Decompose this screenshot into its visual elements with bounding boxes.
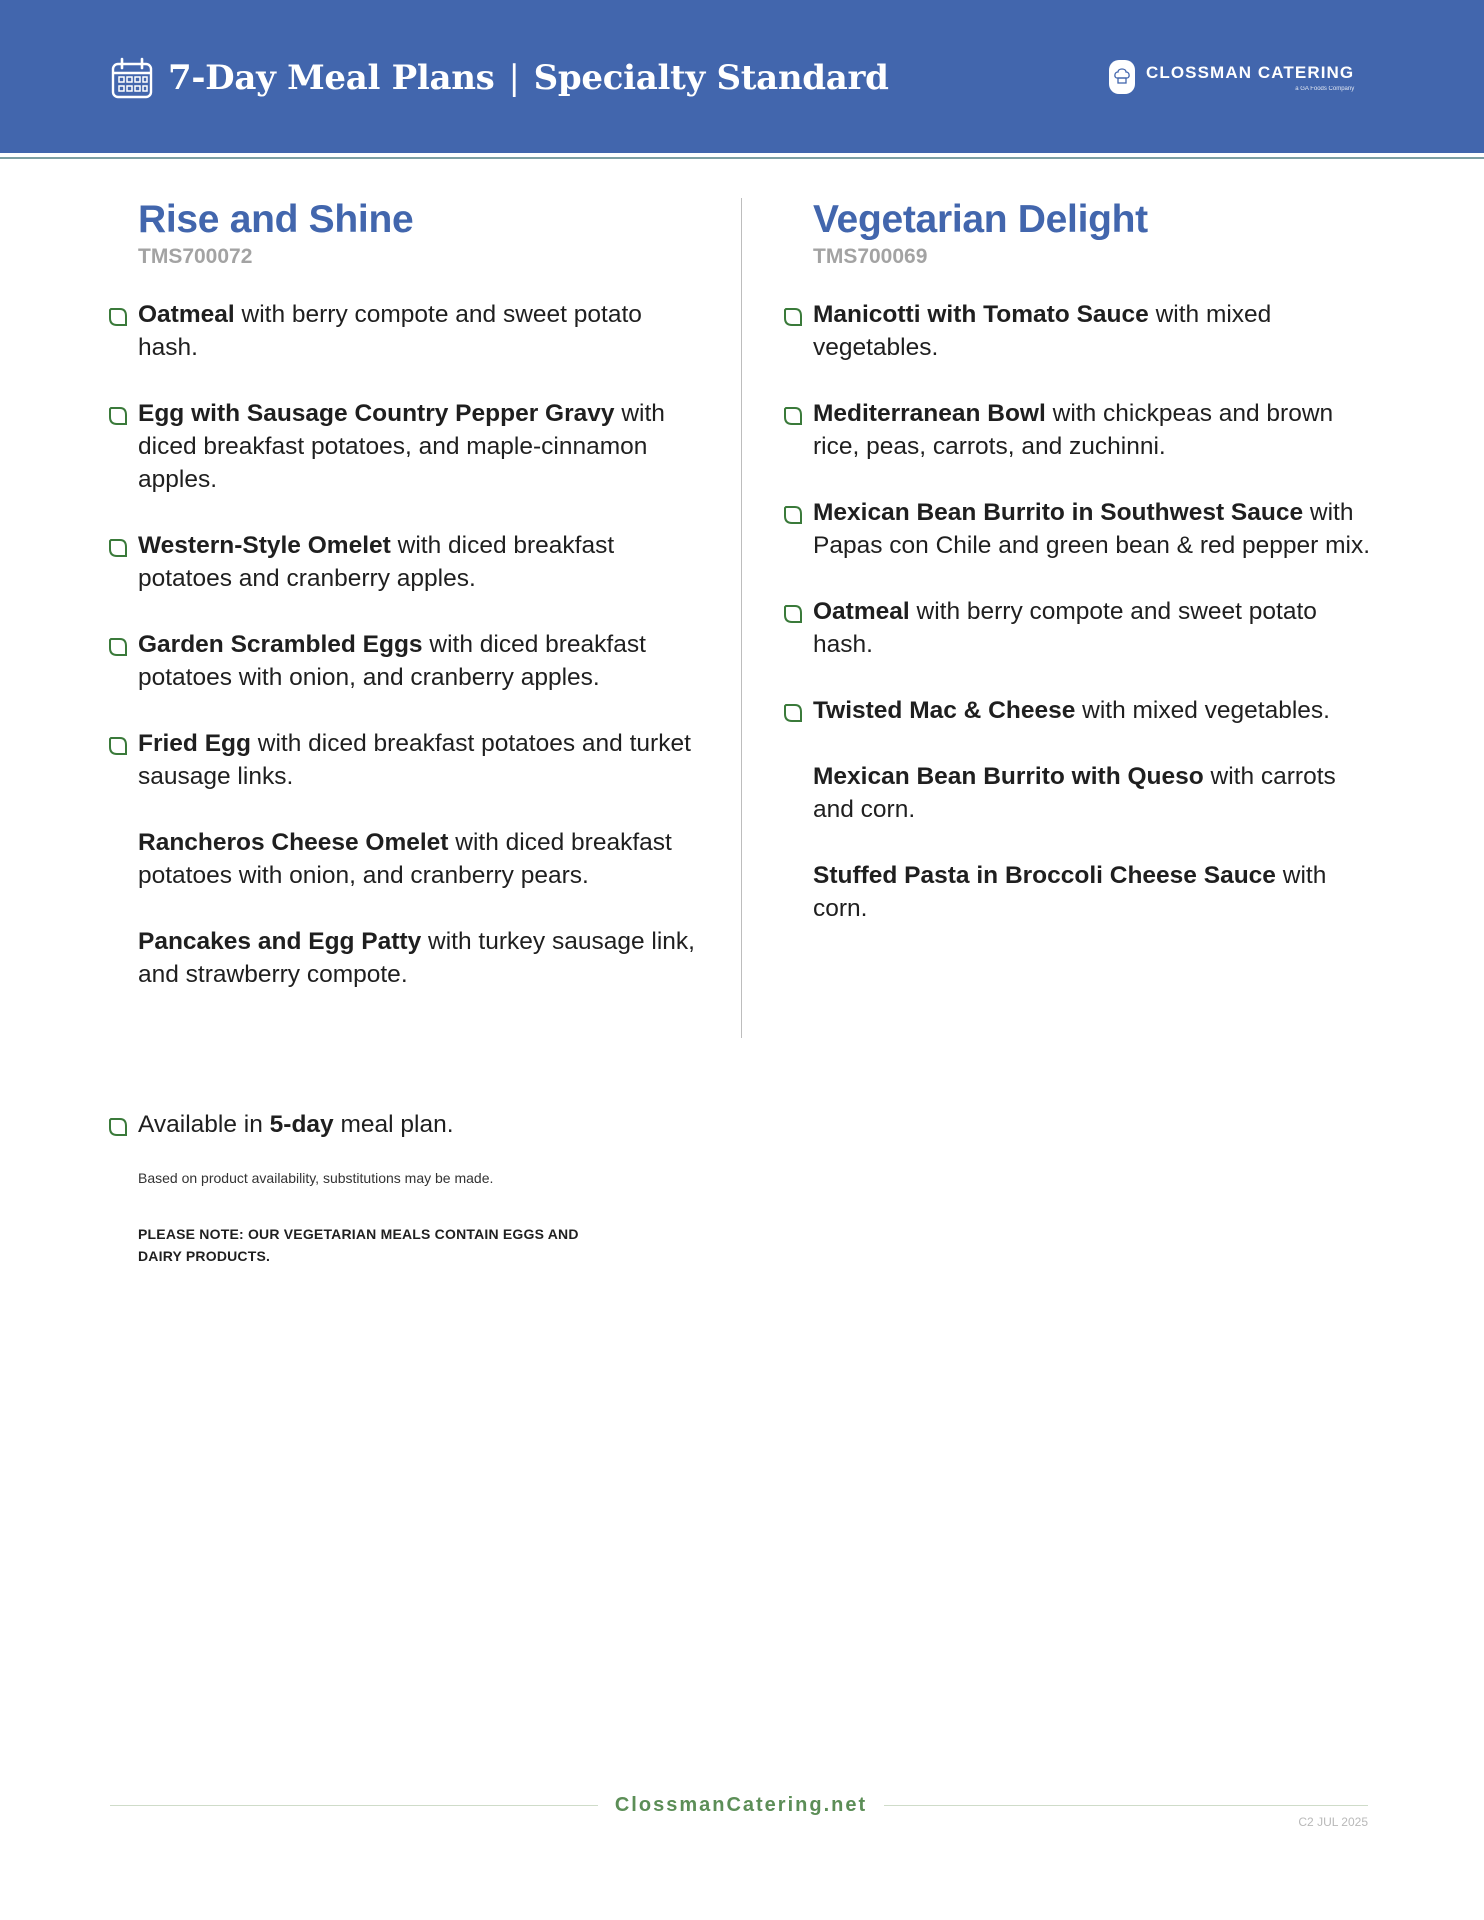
calendar-icon xyxy=(110,56,154,100)
meal-description: with diced breakfast potatoes and turket sausage links. xyxy=(138,730,691,790)
meal-item xyxy=(783,859,1373,925)
footer-rule-right xyxy=(884,1805,1368,1806)
title-sub: Specialty Standard xyxy=(533,58,889,98)
meal-description: with diced breakfast potatoes with onion, and cranberry pears. xyxy=(138,829,672,889)
meal-item xyxy=(783,595,1373,661)
meal-item xyxy=(108,298,698,364)
meal-name: Oatmeal xyxy=(138,301,235,328)
plan-title: Vegetarian Delight xyxy=(813,198,1148,241)
leaf-bullet-icon xyxy=(108,406,128,426)
meal-item xyxy=(108,925,698,991)
meal-item xyxy=(108,529,698,595)
meal-description: with diced breakfast potatoes and cranberry apples. xyxy=(138,532,615,592)
meal-description: with diced breakfast potatoes with onion, and cranberry apples. xyxy=(138,631,646,691)
leaf-bullet-icon xyxy=(108,736,128,756)
header-divider xyxy=(0,157,1484,159)
footer-website-link[interactable]: ClossmanCatering.net xyxy=(614,1794,868,1816)
meal-description: with mixed vegetables. xyxy=(813,301,1272,361)
meal-name: Egg with Sausage Country Pepper Gravy xyxy=(138,400,615,427)
logo-tagline: a GA Foods Company xyxy=(1295,85,1355,92)
meal-item xyxy=(783,298,1373,364)
meal-description: with diced breakfast potatoes, and maple-cinnamon apples. xyxy=(138,400,665,493)
substitution-note: Based on product availability, substitutions may be made. xyxy=(138,1170,494,1186)
meal-list xyxy=(108,298,698,991)
meal-name: Garden Scrambled Eggs xyxy=(138,631,423,658)
chef-hat-icon xyxy=(1108,57,1136,97)
meal-description: with berry compote and sweet potato hash. xyxy=(138,301,642,361)
meal-item xyxy=(783,496,1373,562)
meal-description: with corn. xyxy=(813,862,1327,922)
meal-name: Oatmeal xyxy=(813,598,910,625)
meal-name: Fried Egg xyxy=(138,730,251,757)
meal-item xyxy=(108,397,698,496)
meal-description: with turkey sausage link, and strawberry compote. xyxy=(138,928,695,988)
meal-name: Mexican Bean Burrito with Queso xyxy=(813,763,1204,790)
leaf-bullet-icon xyxy=(108,637,128,657)
meal-name: Rancheros Cheese Omelet xyxy=(138,829,449,856)
revision-date: C2 JUL 2025 xyxy=(1298,1815,1368,1829)
title-separator: | xyxy=(508,58,520,98)
legend-bold: 5-day xyxy=(269,1111,334,1138)
leaf-bullet-icon xyxy=(108,307,128,327)
leaf-bullet-icon xyxy=(108,538,128,558)
leaf-bullet-icon xyxy=(108,1117,128,1137)
plan-code: TMS700069 xyxy=(813,245,928,268)
meal-name: Mediterranean Bowl xyxy=(813,400,1046,427)
five-day-legend xyxy=(108,1108,808,1141)
meal-name: Manicotti with Tomato Sauce xyxy=(813,301,1149,328)
leaf-bullet-icon xyxy=(783,307,803,327)
legend-prefix: Available in xyxy=(138,1111,270,1138)
vegetarian-note: PLEASE NOTE: OUR VEGETARIAN MEALS CONTAIN EGGS AND DAIRY PRODUCTS. xyxy=(138,1226,579,1264)
legend-suffix: meal plan. xyxy=(333,1111,454,1138)
footer-rule-left xyxy=(110,1805,598,1806)
header-banner xyxy=(0,0,1484,153)
meal-item xyxy=(108,826,698,892)
logo-name: CLOSSMAN CATERING xyxy=(1146,62,1355,82)
plan-column-vegetarian-delight xyxy=(783,196,1373,958)
meal-item xyxy=(783,760,1373,826)
title-main: 7-Day Meal Plans xyxy=(168,58,495,98)
leaf-bullet-icon xyxy=(783,406,803,426)
meal-item xyxy=(783,694,1373,727)
column-divider xyxy=(741,198,742,1038)
meal-list xyxy=(783,298,1373,925)
meal-name: Mexican Bean Burrito in Southwest Sauce xyxy=(813,499,1304,526)
meal-item xyxy=(108,628,698,694)
meal-name: Pancakes and Egg Patty xyxy=(138,928,422,955)
meal-name: Western-Style Omelet xyxy=(138,532,391,559)
plan-code: TMS700072 xyxy=(138,245,253,268)
leaf-bullet-icon xyxy=(783,505,803,525)
plan-title: Rise and Shine xyxy=(138,198,414,241)
plan-column-rise-and-shine xyxy=(108,196,698,1024)
meal-item xyxy=(108,727,698,793)
meal-description: with mixed vegetables. xyxy=(1075,697,1330,724)
meal-name: Twisted Mac & Cheese xyxy=(813,697,1076,724)
leaf-bullet-icon xyxy=(783,703,803,723)
notes-section xyxy=(108,1108,808,1267)
leaf-bullet-icon xyxy=(783,604,803,624)
meal-description: with chickpeas and brown rice, peas, carrots, and zuchinni. xyxy=(813,400,1334,460)
meal-item xyxy=(783,397,1373,463)
meal-name: Stuffed Pasta in Broccoli Cheese Sauce xyxy=(813,862,1276,889)
meal-description: with Papas con Chile and green bean & red pepper mix. xyxy=(813,499,1371,559)
page-title xyxy=(110,54,889,102)
meal-description: with berry compote and sweet potato hash. xyxy=(813,598,1317,658)
meal-description: with carrots and corn. xyxy=(813,763,1336,823)
company-logo xyxy=(1108,56,1370,98)
